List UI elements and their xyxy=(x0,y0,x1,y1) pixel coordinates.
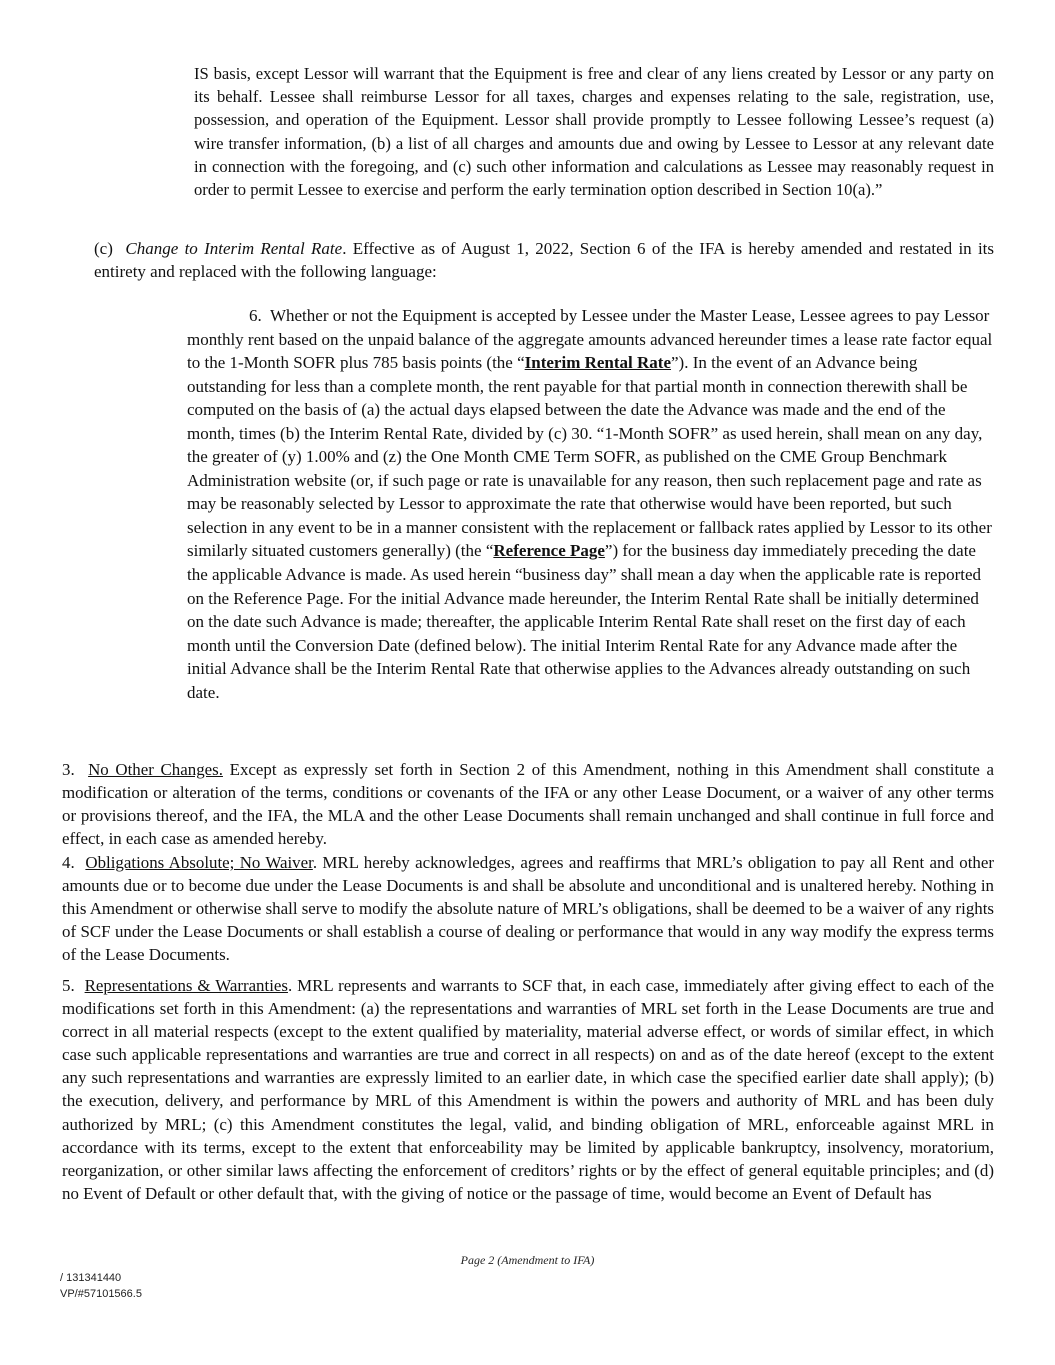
section-c-title: Change to Interim Rental Rate xyxy=(125,239,343,258)
document-id-line-2: VP/#57101566.5 xyxy=(60,1288,142,1300)
amended-section-6 xyxy=(187,304,995,704)
section-c-paragraph xyxy=(94,237,994,283)
section-c-label: (c) xyxy=(94,239,113,258)
section-4-title: Obligations Absolute; No Waiver xyxy=(85,853,313,872)
section-4-number: 4. xyxy=(62,853,75,872)
section-5-number: 5. xyxy=(62,976,75,995)
section-3-number: 3. xyxy=(62,760,75,779)
section-4-paragraph xyxy=(62,851,994,966)
section-5-text: . MRL represents and warrants to SCF that, in each case, immediately after giving effect to each of the modifications set forth in this Amendment: (a) the representations and warranties of MRL set forth in the Lease Documents are true and correct in all material respects (except to the extent qualified by materiality, material adverse effect, or words of similar effect, in which case such applicable representations and warranties are true and correct in all respects) on and as of the date hereof (except to the extent any such representations and warranties are expressly limited to an earlier date, in which case the specified earlier date shall apply); (b) the execution, delivery, and performance by MRL of this Amendment is within the powers and authority of MRL and has been duly authorized by MRL; (c) this Amendment constitutes the legal, valid, and binding obligation of MRL, enforceable against MRL in accordance with its terms, except to the extent that enforceability may be limited by applicable bankruptcy, insolvency, moratorium, reorganization, or other similar laws affecting the enforcement of creditors’ rights or by the effect of general equitable principles; and (d) no Event of Default or other default that, with the giving of notice or the passage of time, would become an Event of Default has xyxy=(62,976,994,1203)
document-id-line-1: / 131341440 xyxy=(60,1272,122,1284)
section-3-text: Except as expressly set forth in Section 2 of this Amendment, nothing in this Amendment shall constitute a modification or alteration of the terms, conditions or covenants of the IFA or any other Lease Document, or a waiver of any other terms or provisions thereof, and the IFA, the MLA and the other Lease Documents shall remain unchanged and shall continue in full force and effect, in each case as amended hereby. xyxy=(62,760,994,848)
defined-term-interim-rental-rate: Interim Rental Rate xyxy=(524,353,672,373)
section-6-text-b: ”). In the event of an Advance being outstanding for less than a complete month, the rent payable for that partial month in connection therewith shall be computed on the basis of (a) the actual days elapsed between the date the Advance was made and the end of the month, times (b) the Interim Rental Rate, divided by (c) 30. “1-Month SOFR” as used herein, shall mean on any day, the greater of (y) 1.00% and (z) the One Month CME Term SOFR, as published on the CME Group Benchmark Administration website (or, if such page or rate is unavailable for any reason, then such replacement page and rate as may be reasonably selected by Lessor to approximate the rate that otherwise would have been reported, but such selection in any event to be in a manner consistent with the replacement or fallback rates applied by Lessor to its other similarly situated customers generally) (the “ xyxy=(187,353,992,561)
document-id-footer xyxy=(60,1270,142,1302)
section-c-text: . Effective as of August 1, 2022, Section 6 of the IFA is hereby amended and restated in its entirety and replaced with the following language: xyxy=(94,239,995,281)
section-3-title: No Other Changes. xyxy=(88,760,223,779)
page-footer-label: Page 2 (Amendment to IFA) xyxy=(460,1253,595,1267)
section-6-text-a: Whether or not the Equipment is accepted by Lessee under the Master Lease, Lessee agrees to pay Lessor monthly rent based on the unpaid balance of the aggregate amounts advanced hereunder times a lease rate factor equal to the 1-Month SOFR plus 785 basis points (the “ xyxy=(187,306,993,373)
section-4-text: . MRL hereby acknowledges, agrees and reaffirms that MRL’s obligation to pay all Rent and other amounts due or to become due under the Lease Documents is and shall be absolute and unconditional and is unaltered hereby. Nothing in this Amendment or otherwise shall serve to modify the absolute nature of MRL’s obligations, shall be deemed to be a waiver of any rights of SCF under the Lease Documents or shall establish a course of dealing or performance that would in any way modify the express terms of the Lease Documents. xyxy=(62,853,994,964)
section-6-text-c: ”) for the business day immediately preceding the date the applicable Advance is made. As used herein “business day” shall mean a day when the applicable rate is reported on the Reference Page. For the initial Advance made hereunder, the Interim Rental Rate shall be initially determined on the date such Advance is made; thereafter, the applicable Interim Rental Rate shall reset on the first day of each month until the Conversion Date (defined below). The initial Interim Rental Rate for any Advance made after the initial Advance shall be the Interim Rental Rate that otherwise applies to the Advances already outstanding on such date. xyxy=(187,541,981,702)
section-3-paragraph xyxy=(62,758,994,850)
continued-paragraph-text: IS basis, except Lessor will warrant that the Equipment is free and clear of any liens created by Lessor or any party on its behalf. Lessee shall reimburse Lessor for all taxes, charges and expenses relating to the sale, registration, use, possession, and operation of the Equipment. Lessor shall provide promptly to Lessee following Lessee’s request (a) wire transfer information, (b) a list of all charges and amounts due and owing by Lessee to Lessor at any relevant date in connection with the foregoing, and (c) such other information and calculations as Lessee may reasonably request in order to permit Lessee to exercise and perform the early termination option described in Section 10(a).” xyxy=(194,64,994,200)
section-5-paragraph xyxy=(62,974,994,1205)
continued-paragraph xyxy=(194,62,994,201)
section-5-title: Representations & Warranties xyxy=(84,976,288,995)
defined-term-reference-page: Reference Page xyxy=(493,541,605,561)
section-6-number: 6. xyxy=(249,306,262,325)
